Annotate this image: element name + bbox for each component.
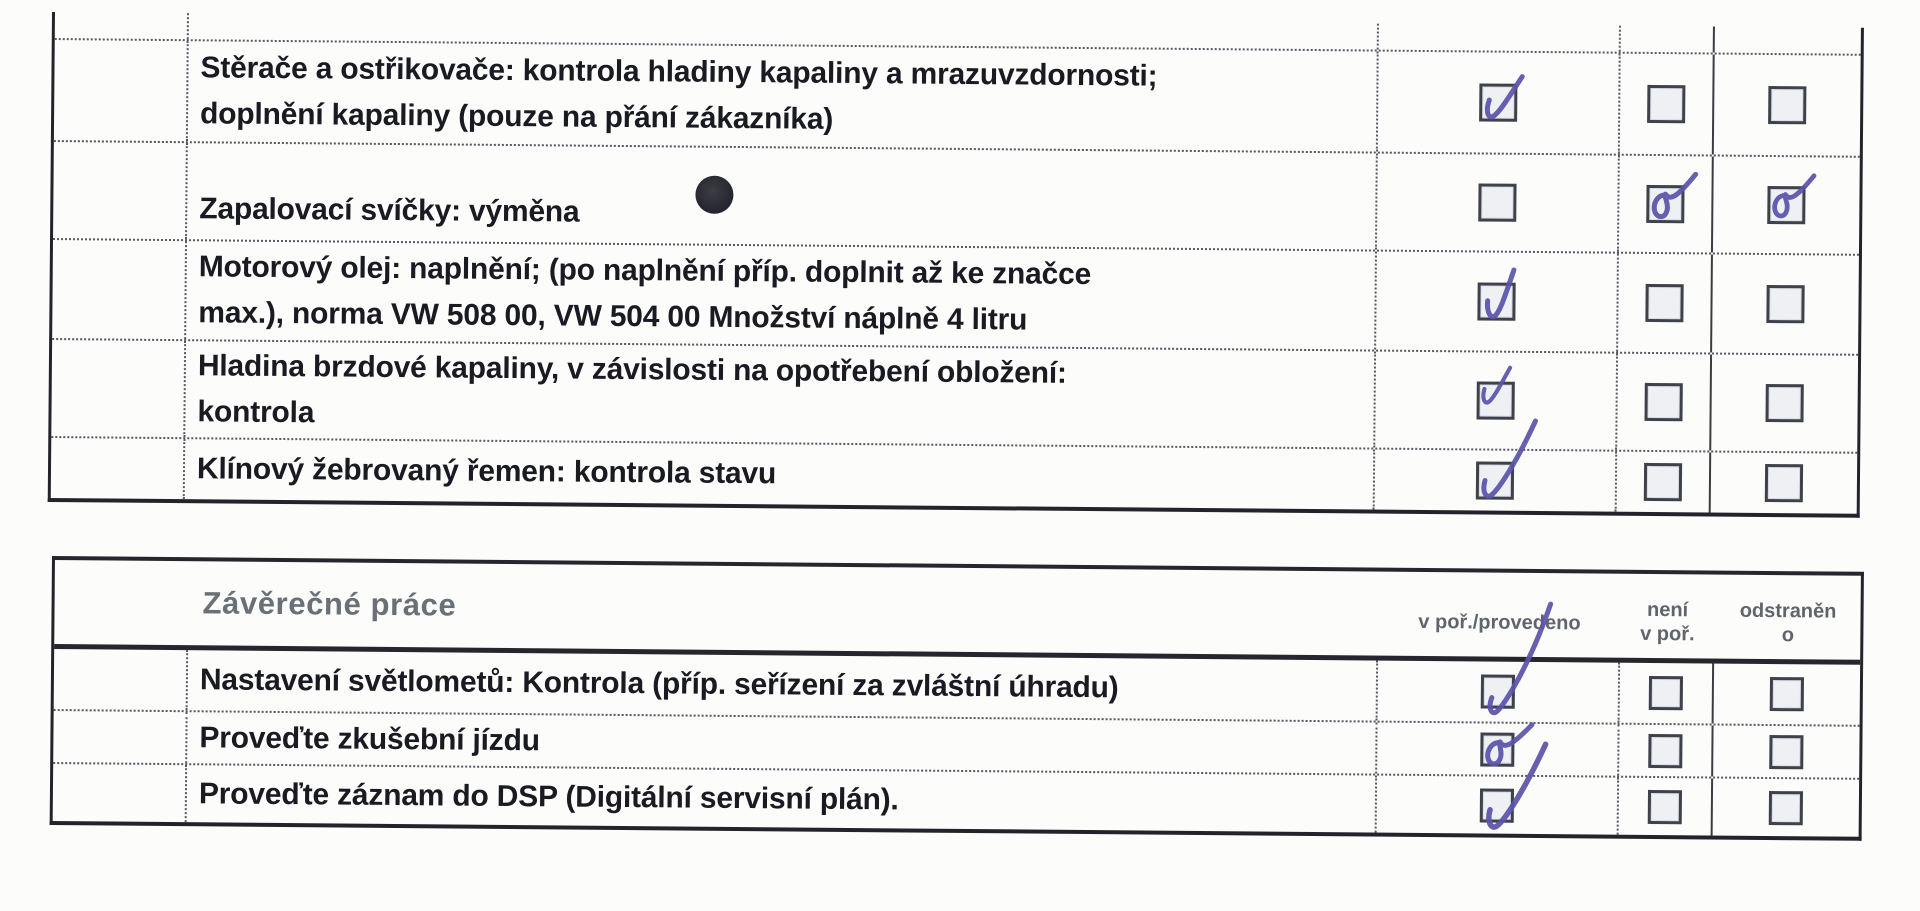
checkbox-wrap <box>1479 83 1517 121</box>
column-header-not-ok: není v poř. <box>1640 598 1695 646</box>
status-cell-ok <box>1377 154 1620 252</box>
task-cell <box>187 143 1378 249</box>
checkbox-removed[interactable] <box>1768 86 1806 124</box>
status-cell-not-ok <box>1620 663 1715 724</box>
row-number-cell <box>51 438 186 499</box>
checkbox-not-ok[interactable] <box>1647 85 1685 123</box>
checkbox-removed[interactable] <box>1769 790 1803 824</box>
checkbox-wrap <box>1477 282 1515 320</box>
checkbox-wrap <box>1766 285 1804 323</box>
task-label: Proveďte záznam do DSP (Digitální servisní plán). <box>198 776 899 816</box>
row-number-cell <box>54 649 189 710</box>
task-cell <box>188 41 1379 151</box>
table-row <box>52 240 1859 356</box>
checkbox-not-ok[interactable] <box>1646 185 1684 223</box>
task-cell <box>187 712 1377 773</box>
status-cell-ok <box>1379 24 1621 52</box>
status-cell-ok <box>1377 723 1619 776</box>
checkbox-not-ok[interactable] <box>1648 733 1682 767</box>
checkbox-removed[interactable] <box>1769 734 1803 768</box>
checkbox-ok[interactable] <box>1480 788 1514 822</box>
checkbox-removed[interactable] <box>1766 285 1804 323</box>
column-header-removed: odstraněn o <box>1739 599 1837 647</box>
checkbox-wrap <box>1476 381 1514 419</box>
checkbox-wrap <box>1644 383 1682 421</box>
task-label: Nastavení světlometů: Kontrola (příp. seřízení za zvláštní úhradu) <box>199 663 1119 705</box>
checkbox-removed[interactable] <box>1770 677 1804 711</box>
checkbox-ok[interactable] <box>1480 732 1514 766</box>
checkbox-ok[interactable] <box>1477 282 1515 320</box>
checkbox-wrap <box>1648 733 1682 767</box>
row-number-cell <box>52 240 187 339</box>
task-label: Hladina brzdové kapaliny, v závislosti na opotřebení obložení: kontrola <box>197 349 1067 430</box>
status-cell-ok <box>1376 252 1619 352</box>
status-cell-removed <box>1711 354 1858 451</box>
maintenance-items-table <box>48 12 1864 518</box>
checkbox-not-ok[interactable] <box>1648 789 1682 823</box>
bullet-dot-icon <box>695 176 733 214</box>
final-works-header <box>54 560 1861 665</box>
task-label: Zapalovací svíčky: výměna <box>199 192 580 229</box>
checkbox-wrap <box>1768 86 1806 124</box>
row-number-cell <box>54 40 189 141</box>
status-cell-removed <box>1713 157 1860 254</box>
table-row <box>54 40 1861 158</box>
checkbox-wrap <box>1769 790 1803 824</box>
status-cell-not-ok <box>1618 254 1713 353</box>
checkbox-ok[interactable] <box>1479 83 1517 121</box>
checkbox-wrap <box>1480 732 1514 766</box>
task-cell <box>187 765 1377 832</box>
status-cell-removed <box>1712 255 1859 354</box>
table1-rows <box>51 40 1861 514</box>
row-number-cell <box>53 764 187 822</box>
section-title: Závěrečné práce <box>202 585 457 623</box>
status-cell-ok <box>1375 352 1618 450</box>
table-row <box>51 340 1858 454</box>
checkbox-removed[interactable] <box>1765 464 1803 502</box>
status-cell-removed <box>1714 55 1861 156</box>
status-cell-not-ok <box>1619 725 1713 777</box>
checkbox-wrap <box>1648 789 1682 823</box>
checkbox-not-ok[interactable] <box>1649 676 1683 710</box>
status-cell-removed <box>1714 664 1861 725</box>
status-cell-removed <box>1715 27 1861 54</box>
checkbox-not-ok[interactable] <box>1644 383 1682 421</box>
row-number-cell <box>51 340 186 437</box>
status-cell-ok <box>1378 52 1621 154</box>
checkbox-wrap <box>1481 674 1515 708</box>
checkbox-wrap <box>1647 85 1685 123</box>
checkbox-ok[interactable] <box>1476 461 1514 499</box>
checkbox-wrap <box>1770 677 1804 711</box>
task-cell <box>188 650 1378 720</box>
status-cell-removed <box>1713 726 1859 778</box>
status-cell-ok <box>1377 776 1619 835</box>
column-header-ok: v poř./provedeno <box>1418 610 1581 635</box>
checkbox-not-ok[interactable] <box>1645 284 1683 322</box>
final-works-table <box>50 556 1864 841</box>
status-cell-removed <box>1711 452 1858 513</box>
checkbox-wrap <box>1769 734 1803 768</box>
task-cell <box>186 241 1377 349</box>
checkbox-removed[interactable] <box>1767 186 1805 224</box>
task-label: Stěrače a ostřikovače: kontrola hladiny kapaliny a mrazuvzdornosti; doplnění kapaliny (pouze na přání zákazníka) <box>199 51 1158 136</box>
checkbox-wrap <box>1478 183 1516 221</box>
task-label: Motorový olej: naplnění; (po naplnění příp. doplnit až ke značce max.), norma VW 508 00, VW 504 00 Množství náplně 4 litru <box>198 250 1092 337</box>
row-number-cell <box>55 12 189 39</box>
status-cell-not-ok <box>1621 26 1715 53</box>
status-cell-not-ok <box>1617 354 1712 451</box>
status-cell-not-ok <box>1619 778 1713 836</box>
task-label: Proveďte zkušební jízdu <box>199 720 540 757</box>
checkbox-wrap <box>1765 464 1803 502</box>
row-number-cell <box>53 142 188 239</box>
checkbox-ok[interactable] <box>1476 381 1514 419</box>
checkbox-wrap <box>1765 384 1803 422</box>
checkbox-wrap <box>1645 284 1683 322</box>
checkbox-removed[interactable] <box>1765 384 1803 422</box>
checkbox-ok[interactable] <box>1481 674 1515 708</box>
table2-rows <box>53 649 1860 837</box>
status-cell-ok <box>1378 661 1621 723</box>
task-label: Klínový žebrovaný řemen: kontrola stavu <box>196 452 777 491</box>
checkbox-ok[interactable] <box>1478 183 1516 221</box>
checkbox-wrap <box>1476 461 1514 499</box>
row-number-cell <box>53 711 187 763</box>
status-cell-ok <box>1375 450 1618 512</box>
task-cell <box>185 341 1376 447</box>
status-cell-not-ok <box>1617 452 1712 513</box>
checkbox-not-ok[interactable] <box>1644 463 1682 501</box>
status-cell-removed <box>1713 779 1859 837</box>
checkbox-wrap <box>1480 788 1514 822</box>
table-row <box>53 142 1860 256</box>
checkbox-wrap <box>1767 186 1805 224</box>
checkbox-wrap <box>1646 185 1684 223</box>
task-cell <box>185 439 1375 509</box>
checkbox-wrap <box>1649 676 1683 710</box>
status-cell-not-ok <box>1620 54 1715 155</box>
status-cell-not-ok <box>1619 156 1714 253</box>
checkbox-wrap <box>1644 463 1682 501</box>
